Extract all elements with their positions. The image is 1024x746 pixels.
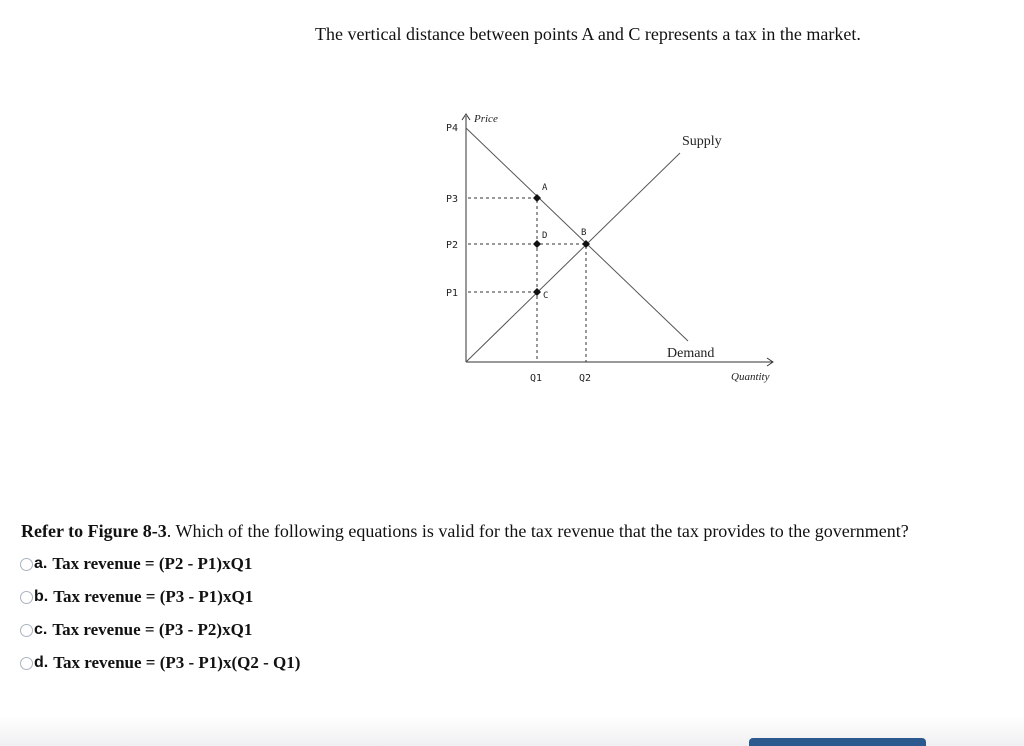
- label-point-a: A: [542, 183, 548, 193]
- option-d-letter: d.: [34, 654, 49, 671]
- intro-text: The vertical distance between points A and C represents a tax in the market.: [315, 24, 861, 44]
- option-d-text: Tax revenue = (P3 - P1)x(Q2 - Q1): [53, 653, 301, 672]
- label-point-b: B: [581, 228, 587, 238]
- option-c-text: Tax revenue = (P3 - P2)xQ1: [52, 620, 253, 639]
- tick-p1: P1: [446, 288, 459, 299]
- x-axis-label: Quantity: [731, 371, 770, 383]
- label-point-c: C: [543, 291, 549, 301]
- supply-curve: [466, 153, 680, 362]
- tick-p3: P3: [446, 194, 459, 205]
- demand-curve: [466, 128, 688, 341]
- option-a-text: Tax revenue = (P2 - P1)xQ1: [52, 554, 253, 573]
- tick-p4: P4: [446, 123, 459, 134]
- y-axis-label: Price: [474, 113, 498, 125]
- figure-reference: Refer to Figure 8-3: [21, 521, 167, 541]
- option-b-letter: b.: [34, 588, 49, 605]
- point-b-marker: [582, 240, 590, 248]
- option-b[interactable]: [20, 585, 253, 609]
- option-a-radio[interactable]: [20, 558, 33, 571]
- option-d-radio[interactable]: [20, 657, 33, 670]
- option-c[interactable]: [20, 618, 252, 642]
- option-b-text: Tax revenue = (P3 - P1)xQ1: [53, 587, 254, 606]
- demand-label: Demand: [667, 346, 715, 361]
- supply-label: Supply: [682, 134, 722, 149]
- tick-q2: Q2: [579, 373, 592, 384]
- point-a-marker: [533, 194, 541, 202]
- label-point-d: D: [542, 231, 548, 241]
- question-text: [21, 521, 909, 542]
- option-a-letter: a.: [34, 555, 48, 572]
- point-d-marker: [533, 240, 541, 248]
- option-c-radio[interactable]: [20, 624, 33, 637]
- option-a[interactable]: [20, 552, 252, 576]
- tick-p2: P2: [446, 240, 459, 251]
- question-body: . Which of the following equations is valid for the tax revenue that the tax provides to the government?: [166, 521, 909, 541]
- submit-button[interactable]: [749, 738, 926, 746]
- tick-q1: Q1: [530, 373, 543, 384]
- option-b-radio[interactable]: [20, 591, 33, 604]
- option-c-letter: c.: [34, 621, 48, 638]
- option-d[interactable]: [20, 651, 300, 675]
